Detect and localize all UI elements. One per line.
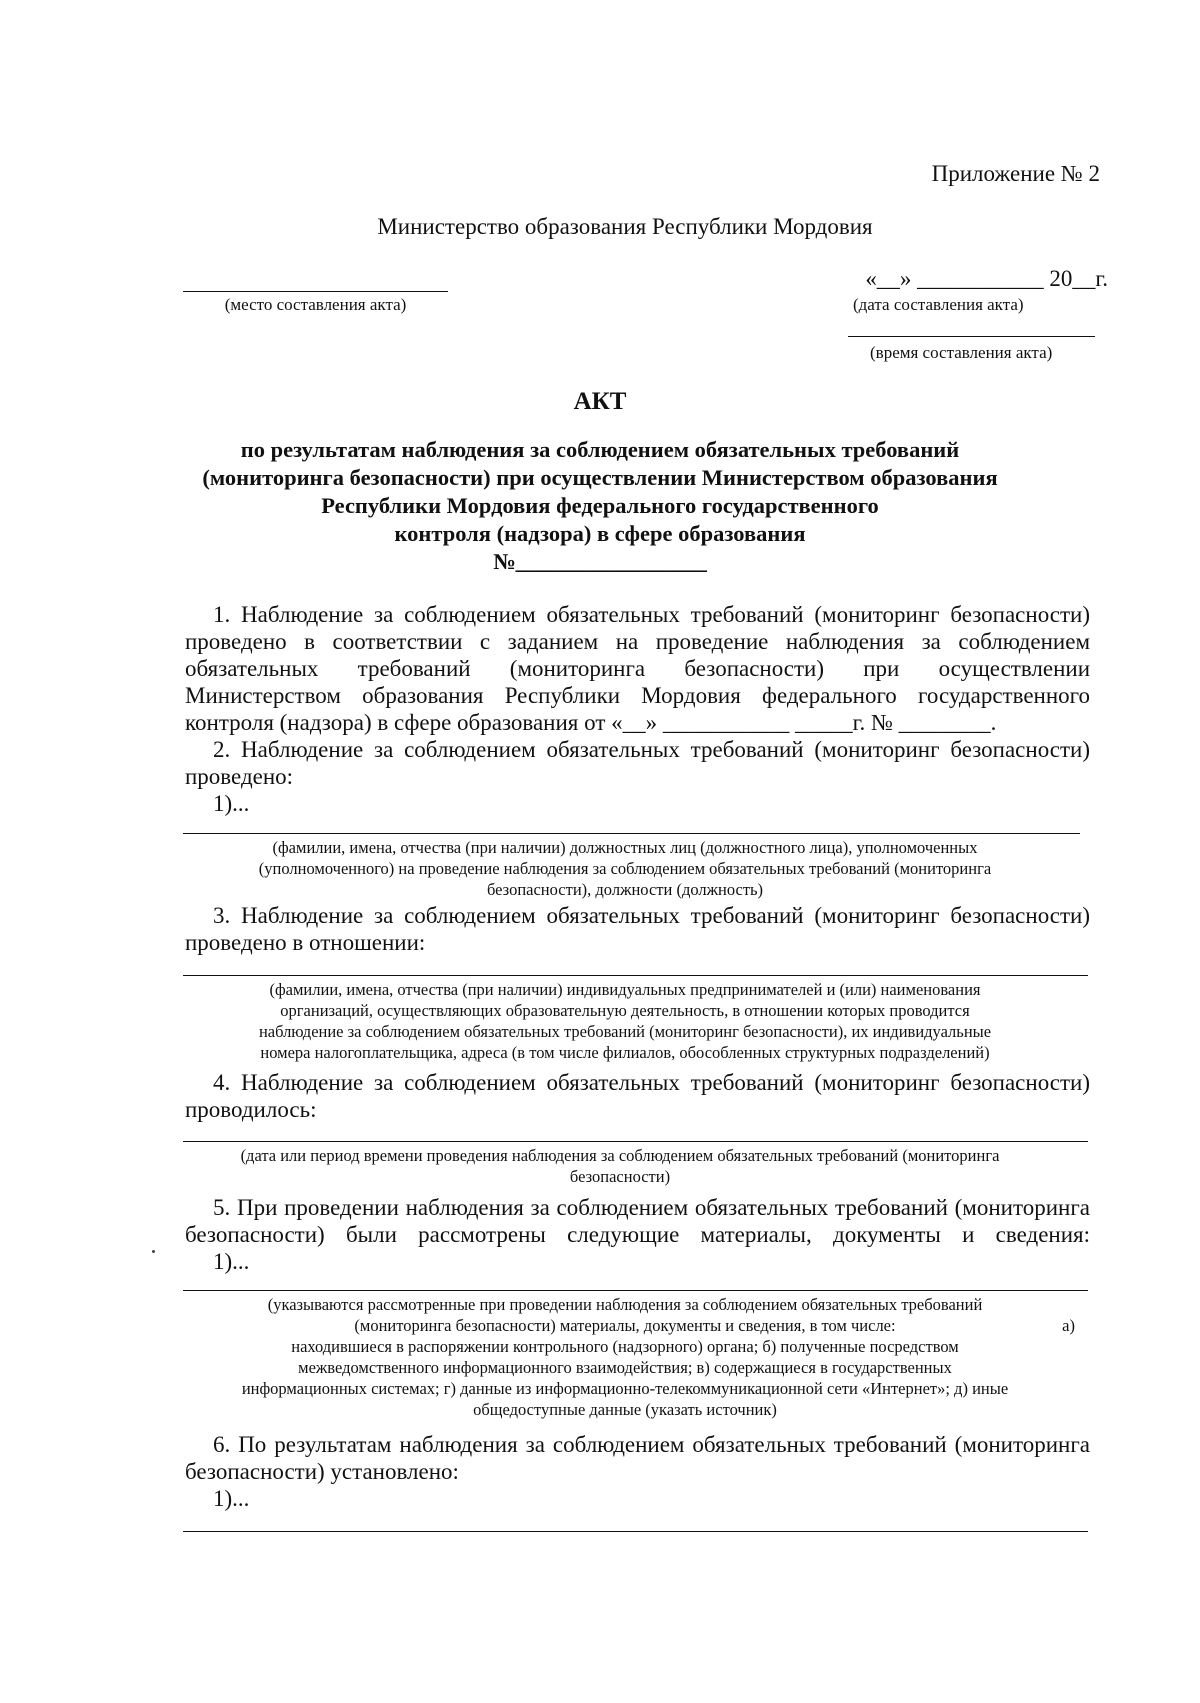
s5-caption [150, 1294, 1100, 1420]
s4-line-2: проводилось: [185, 1097, 317, 1122]
s5-caption-4: межведомственного информационного взаимодействия; в) содержащиеся в государственных [298, 1358, 952, 1377]
s2-caption [150, 837, 1100, 900]
s6-line-1: 6. По результатам наблюдения за соблюдением обязательных требований (мониторинга [213, 1432, 1090, 1457]
s3-caption-3: наблюдение за соблюдением обязательных требований (мониторинг безопасности), их индивидуальные [258, 1022, 992, 1041]
s5-fill-line [183, 1290, 1088, 1291]
s5-line-2: безопасности) были рассмотрены следующие материалы, документы и сведения: [185, 1222, 1090, 1247]
s5-line-1: 5. При проведении наблюдения за соблюдением обязательных требований (мониторинга [213, 1195, 1090, 1220]
title-block [150, 436, 1050, 576]
s6-item: 1)... [213, 1486, 250, 1511]
s3-caption [150, 979, 1100, 1063]
ministry-name: Министерство образования Республики Мордовия [377, 214, 873, 239]
place-caption: (место составления акта) [224, 295, 407, 314]
time-line [848, 336, 1095, 337]
section-3 [185, 902, 1090, 956]
s6-line-2: безопасности) установлено: [185, 1459, 459, 1484]
s2-caption-2: (уполномоченного) на проведение наблюдения за соблюдением обязательных требований (мониторинга [258, 859, 992, 878]
s1-line-4: Министерством образования Республики Мордовия федерального государственного [185, 683, 1090, 708]
s5-caption-5: информационных системах; г) данные из информационно-телекоммуникационной сети «Интернет»; д) иные [241, 1379, 1009, 1398]
scan-speck [152, 1250, 155, 1253]
s4-caption-2: безопасности) [569, 1167, 671, 1186]
s2-caption-1: (фамилии, имена, отчества (при наличии) должностных лиц (должностного лица), уполномоченных [272, 838, 978, 857]
s3-fill-line [183, 975, 1088, 976]
s3-line-1: 3. Наблюдение за соблюдением обязательных требований (мониторинг безопасности) [213, 903, 1090, 928]
title-line-1: по результатам наблюдения за соблюдением обязательных требований [240, 437, 960, 462]
s1-line-3: обязательных требований (мониторинга безопасности) при осуществлении [185, 656, 1090, 681]
date-caption: (дата составления акта) [853, 295, 1024, 314]
act-heading: АКТ [573, 388, 627, 415]
section-5 [185, 1194, 1090, 1275]
s5-caption-2a: (мониторинга безопасности) материалы, документы и сведения, в том числе: [354, 1316, 896, 1335]
time-caption: (время составления акта) [870, 343, 1053, 362]
s2-item: 1)... [213, 791, 250, 816]
act-number: №_________________ [493, 549, 707, 574]
s4-line-1: 4. Наблюдение за соблюдением обязательных требований (мониторинг безопасности) [213, 1070, 1090, 1095]
s1-line-5: контроля (надзора) в сфере образования от «__» ___________ _____г. № ________. [185, 710, 997, 735]
section-2 [185, 736, 1090, 817]
s3-caption-4: номера налогоплательщика, адреса (в том числе филиалов, обособленных структурных подразделений) [260, 1043, 990, 1062]
s3-caption-1: (фамилии, имена, отчества (при наличии) индивидуальных предпринимателей и (или) наименования [269, 980, 981, 999]
s1-line-1: 1. Наблюдение за соблюдением обязательных требований (мониторинг безопасности) [213, 602, 1090, 627]
s2-caption-3: безопасности), должности (должность) [486, 880, 764, 899]
section-1 [185, 601, 1090, 736]
title-line-3: Республики Мордовия федерального государственного [321, 493, 879, 518]
title-line-4: контроля (надзора) в сфере образования [394, 521, 806, 546]
s2-line-2: проведено: [185, 764, 294, 789]
s1-line-2: проведено в соответствии с заданием на проведение наблюдения за соблюдением [185, 629, 1090, 654]
s2-fill-line [183, 833, 1080, 834]
s5-item: 1)... [213, 1249, 250, 1274]
s6-fill-line [183, 1531, 1088, 1532]
s5-caption-2-row [150, 1315, 1100, 1336]
s5-caption-2b: а) [1062, 1316, 1075, 1335]
title-line-2: (мониторинга безопасности) при осуществлении Министерством образования [202, 465, 998, 490]
s3-caption-2: организаций, осуществляющих образовательную деятельность, в отношении которых проводится [280, 1001, 970, 1020]
s4-fill-line [183, 1141, 1088, 1142]
section-4 [185, 1069, 1090, 1123]
s5-caption-3: находившиеся в распоряжении контрольного (надзорного) органа; б) полученные посредством [291, 1337, 959, 1356]
appendix-label: Приложение № 2 [931, 161, 1100, 186]
s4-caption [140, 1145, 1100, 1187]
s2-line-1: 2. Наблюдение за соблюдением обязательных требований (мониторинг безопасности) [213, 737, 1090, 762]
s5-caption-1: (указываются рассмотренные при проведении наблюдения за соблюдением обязательных требований [267, 1295, 983, 1314]
date-line: «__» ___________ 20__г. [865, 266, 1108, 291]
s5-caption-6: общедоступные данные (указать источник) [473, 1400, 777, 1419]
place-line [183, 291, 448, 292]
s3-line-2: проведено в отношении: [185, 930, 426, 955]
s4-caption-1: (дата или период времени проведения наблюдения за соблюдением обязательных требований (мониторинга [240, 1146, 1000, 1165]
section-6 [185, 1431, 1090, 1512]
